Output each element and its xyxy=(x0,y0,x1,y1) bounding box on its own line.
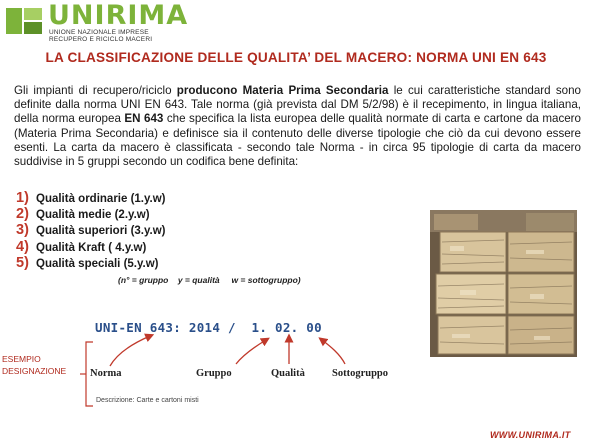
list-item xyxy=(16,255,166,271)
unirima-logo xyxy=(4,0,234,46)
para-bold-mps: Materia Prima Secondaria xyxy=(242,84,389,97)
list-number: 1) xyxy=(16,190,29,206)
list-label: Qualità superiori (3.y.w) xyxy=(36,225,166,238)
page-title: LA CLASSIFICAZIONE DELLE QUALITA’ DEL MACERO: NORMA UNI EN 643 xyxy=(45,50,547,65)
label-gruppo: Gruppo xyxy=(196,368,232,379)
logo-tagline-1: UNIONE NAZIONALE IMPRESE xyxy=(49,29,149,36)
para-bold-producono: producono xyxy=(176,84,238,97)
example-description: Descrizione: Carte e cartoni misti xyxy=(96,397,199,404)
logo-tagline-2: RECUPERO E RICICLO MACERI xyxy=(49,36,153,43)
example-caption-line1: ESEMPIO xyxy=(2,354,41,364)
logo-brand: UNIRIMA xyxy=(48,0,189,31)
logo-mark-icon xyxy=(4,6,44,36)
list-number: 3) xyxy=(16,222,29,239)
list-item xyxy=(16,206,166,222)
list-label: Qualità Kraft ( 4.y.w) xyxy=(36,241,147,254)
example-code: UNI-EN 643: 2014 / 1. 02. 00 xyxy=(95,320,322,335)
example-caption xyxy=(2,353,66,377)
website-link[interactable]: WWW.UNIRIMA.IT xyxy=(490,430,571,440)
code-legend: (n° = gruppo y = qualità w = sottogruppo) xyxy=(118,275,301,285)
quality-groups-list xyxy=(16,190,166,271)
para-text-1: Gli impianti di recupero/riciclo xyxy=(14,84,177,97)
list-number: 5) xyxy=(16,254,29,271)
label-norma: Norma xyxy=(90,368,122,379)
list-item xyxy=(16,222,166,238)
list-item xyxy=(16,239,166,255)
label-qualita: Qualità xyxy=(271,368,305,379)
list-item xyxy=(16,190,166,206)
para-bold-en643: EN 643 xyxy=(124,112,164,126)
list-number: 2) xyxy=(16,206,29,223)
list-number: 4) xyxy=(16,238,29,255)
list-label: Qualità speciali (5.y.w) xyxy=(36,257,159,270)
para-text-3: le cui caratteristiche standard sono definite dalla norma UNI EN 643. Tale norma (già prevista dal DM 5/2/98) è il recepimento, in lingua italiana, della norma europea xyxy=(14,84,581,126)
example-caption-line2: DESIGNAZIONE xyxy=(2,366,67,376)
list-label: Qualità medie (2.y.w) xyxy=(36,209,150,222)
list-label: Qualità ordinarie (1.y.w) xyxy=(36,193,166,205)
waste-paper-bales-photo xyxy=(430,210,577,357)
label-sottogruppo: Sottogruppo xyxy=(332,368,389,379)
para-text-4: che specifica la lista europea delle qualità normate di carta e cartone da macero (Materia Prima Secondaria) e definisce sia il contenuto delle diverse tipologie che ciò da cui devono essere esenti. La carta da macero è classificata - secondo tale Norma - in circa 95 tipologie di carta da macero suddivise in 5 gruppi secondo un codifica bene definita: xyxy=(14,112,581,169)
intro-paragraph xyxy=(14,84,581,169)
